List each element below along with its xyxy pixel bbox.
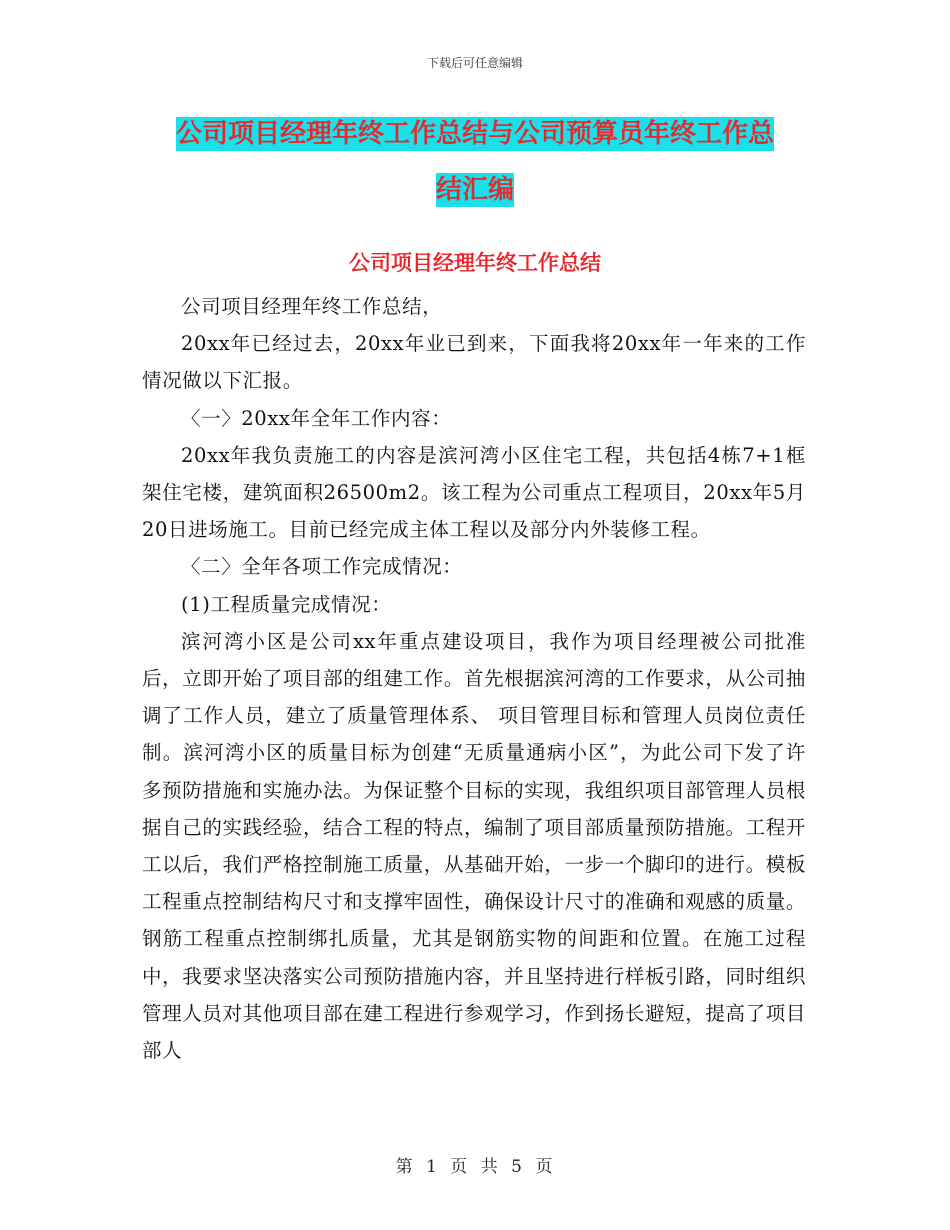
paragraph: (1)工程质量完成情况： (181, 592, 392, 616)
paragraph: 公司项目经理年终工作总结， (181, 295, 443, 318)
page-header-note: 下载后可任意编辑 (426, 56, 523, 70)
document-title (150, 106, 800, 218)
paragraph: 滨河湾小区是公司xx年重点建设项目，我作为项目经理被公司批准后，立即开始了项目部的组建工作。首先根据滨河湾的工作要求，从公司抽调了工作人员，建立了质量管理体系、 项目管理目标和管理人员岗位责任制。滨河湾小区的质量目标为创建“无质量通病小区”，为此公司下发了许多预防措施和实施办法。为保证整个目标的实现，我组织项目部管理人员根据自己的实践经验，结合工程的特点，编制了项目部质量预防措施。工程开工以后，我们严格控制施工质量，从基础开始，一步一个脚印的进行。模板工程重点控制结构尺寸和支撑牢固性，确保设计尺寸的准确和观感的质量。钢筋工程重点控制绑扎质量，尤其是钢筋实物的间距和位置。在施工过程中，我要求坚决落实公司预防措施内容，并且坚持进行样板引路，同时组织管理人员对其他项目部在建工程进行参观学习，作到扬长避短，提高了项目部人 (142, 629, 806, 1063)
document-title-line-2: 结汇编 (435, 175, 514, 205)
paragraph: 〈一〉20xx年全年工作内容： (181, 406, 452, 430)
page-number-footer: 第 1 页 共 5 页 (395, 1157, 555, 1177)
document-title-line-1: 公司项目经理年终工作总结与公司预算员年终工作总 (175, 119, 774, 149)
document-body (142, 288, 806, 1069)
paragraph: 20xx年我负责施工的内容是滨河湾小区住宅工程，共包括4栋7+1框架住宅楼，建筑面积26500m2。该工程为公司重点工程项目，20xx年5月20日进场施工。目前已经完成主体工程以及部分内外装修工程。 (142, 443, 807, 542)
paragraph: 〈二〉全年各项工作完成情况： (181, 555, 463, 579)
paragraph: 20xx年已经过去，20xx年业已到来，下面我将20xx年一年来的工作情况做以下汇报。 (142, 332, 806, 393)
section-title: 公司项目经理年终工作总结 (349, 251, 601, 275)
